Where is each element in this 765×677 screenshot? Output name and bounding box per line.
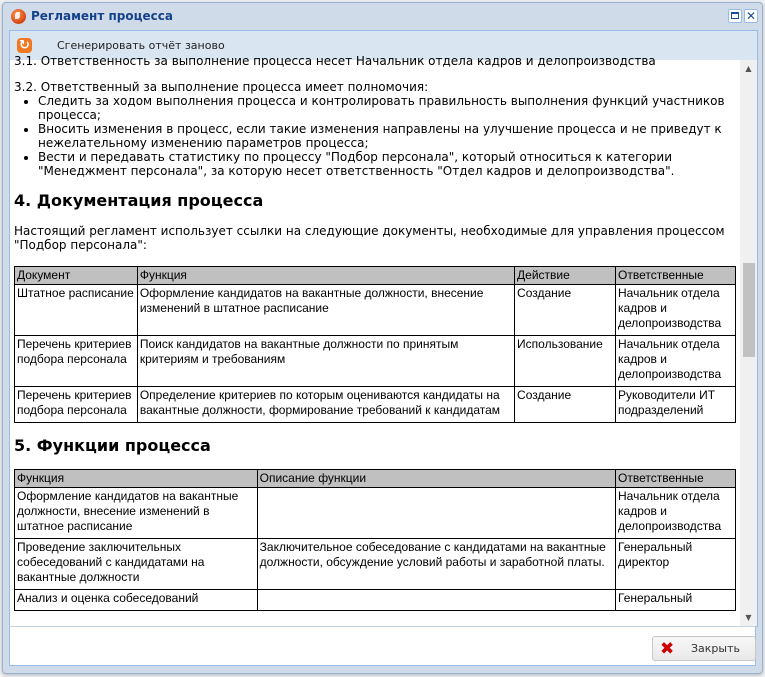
- window-close-button[interactable]: [744, 9, 758, 23]
- table-cell: Генеральный директор: [616, 539, 736, 590]
- section-5-heading: 5. Функции процесса: [14, 436, 211, 455]
- documents-table: [14, 266, 736, 423]
- table-row: [15, 590, 736, 611]
- paragraph-3-1: 3.1. Ответственность за выполнение процесса несет Начальник отдела кадров и делопроизводства: [14, 54, 656, 68]
- column-header: Ответственные: [616, 267, 736, 285]
- scrollbar-thumb[interactable]: [743, 263, 755, 357]
- table-cell: Проведение заключительных собеседований с кандидатами на вакантные должности: [15, 539, 258, 590]
- table-cell: Определение критериев по которым оцениваются кандидаты на вакантные должности, формирование требований к кандидатам: [137, 387, 514, 423]
- section-4-heading: 4. Документация процесса: [14, 191, 264, 210]
- close-x-icon: ✖: [660, 639, 675, 659]
- process-regulation-window: [2, 2, 763, 674]
- list-item: • Следить за ходом выполнения процесса и контролировать правильность выполнения функций участников процесса;: [38, 94, 736, 122]
- paragraph-3-2: 3.2. Ответственный за выполнение процесса имеет полномочия:: [14, 80, 429, 94]
- table-cell: Поиск кандидатов на вакантные должности по принятым критериям и требованиям: [137, 336, 514, 387]
- table-header-row: [15, 470, 736, 488]
- table-row: [15, 539, 736, 590]
- list-item: • Вести и передавать статистику по процессу "Подбор персонала", который относиться к категории "Менеджмент персонала", за которую несет ответственность "Отдел кадров и делопроизводства".: [38, 150, 736, 178]
- table-cell: Перечень критериев подбора персонала: [15, 387, 138, 423]
- table-cell: Создание: [515, 387, 616, 423]
- table-cell: Начальник отдела кадров и делопроизводства: [616, 336, 736, 387]
- table-cell: Создание: [515, 285, 616, 336]
- globe-icon: [11, 9, 26, 24]
- report-content: [9, 54, 758, 627]
- column-header: Функция: [137, 267, 514, 285]
- report-document: [14, 54, 736, 611]
- table-cell: Начальник отдела кадров и делопроизводства: [616, 285, 736, 336]
- table-row: [15, 285, 736, 336]
- close-button-label: Закрыть: [691, 642, 740, 655]
- scroll-down-arrow-icon[interactable]: ▼: [745, 613, 752, 622]
- column-header: Действие: [515, 267, 616, 285]
- list-item: • Вносить изменения в процесс, если такие изменения направлены на улучшение процесса и не приведут к нежелательному изменению параметров процесса;: [38, 122, 736, 150]
- table-cell: [257, 488, 615, 539]
- table-header-row: [15, 267, 736, 285]
- table-cell: Использование: [515, 336, 616, 387]
- column-header: Функция: [15, 470, 258, 488]
- functions-table: [14, 469, 736, 611]
- table-cell: Перечень критериев подбора персонала: [15, 336, 138, 387]
- table-row: [15, 336, 736, 387]
- table-cell: Заключительное собеседование с кандидатами на вакантные должности, обсуждение условий работы и заработной платы.: [257, 539, 615, 590]
- refresh-icon: ↻: [17, 38, 32, 53]
- dialog-footer: [9, 626, 756, 666]
- table-cell: Штатное расписание: [15, 285, 138, 336]
- close-icon: ✕: [745, 9, 757, 23]
- regenerate-report-label: Сгенерировать отчёт заново: [57, 39, 225, 52]
- vertical-scrollbar[interactable]: [740, 60, 757, 626]
- authority-list: [14, 94, 736, 178]
- table-cell: Оформление кандидатов на вакантные должности, внесение изменений в штатное расписание: [15, 488, 258, 539]
- column-header: Описание функции: [257, 470, 615, 488]
- maximize-button[interactable]: [728, 9, 742, 23]
- window-titlebar[interactable]: [3, 3, 762, 29]
- table-cell: Оформление кандидатов на вакантные должности, внесение изменений в штатное расписание: [137, 285, 514, 336]
- table-cell: Руководители ИТ подразделений: [616, 387, 736, 423]
- section-4-intro: Настоящий регламент использует ссылки на следующие документы, необходимые для управления процессом "Подбор персонала":: [14, 224, 725, 252]
- table-cell: Генеральный: [616, 590, 736, 611]
- column-header: Документ: [15, 267, 138, 285]
- table-row: [15, 387, 736, 423]
- column-header: Ответственные: [616, 470, 736, 488]
- table-row: [15, 488, 736, 539]
- table-cell: [257, 590, 615, 611]
- scroll-up-arrow-icon[interactable]: ▲: [745, 64, 752, 73]
- window-title: Регламент процесса: [31, 9, 173, 23]
- table-cell: Анализ и оценка собеседований: [15, 590, 258, 611]
- table-cell: Начальник отдела кадров и делопроизводства: [616, 488, 736, 539]
- close-button[interactable]: [652, 636, 756, 661]
